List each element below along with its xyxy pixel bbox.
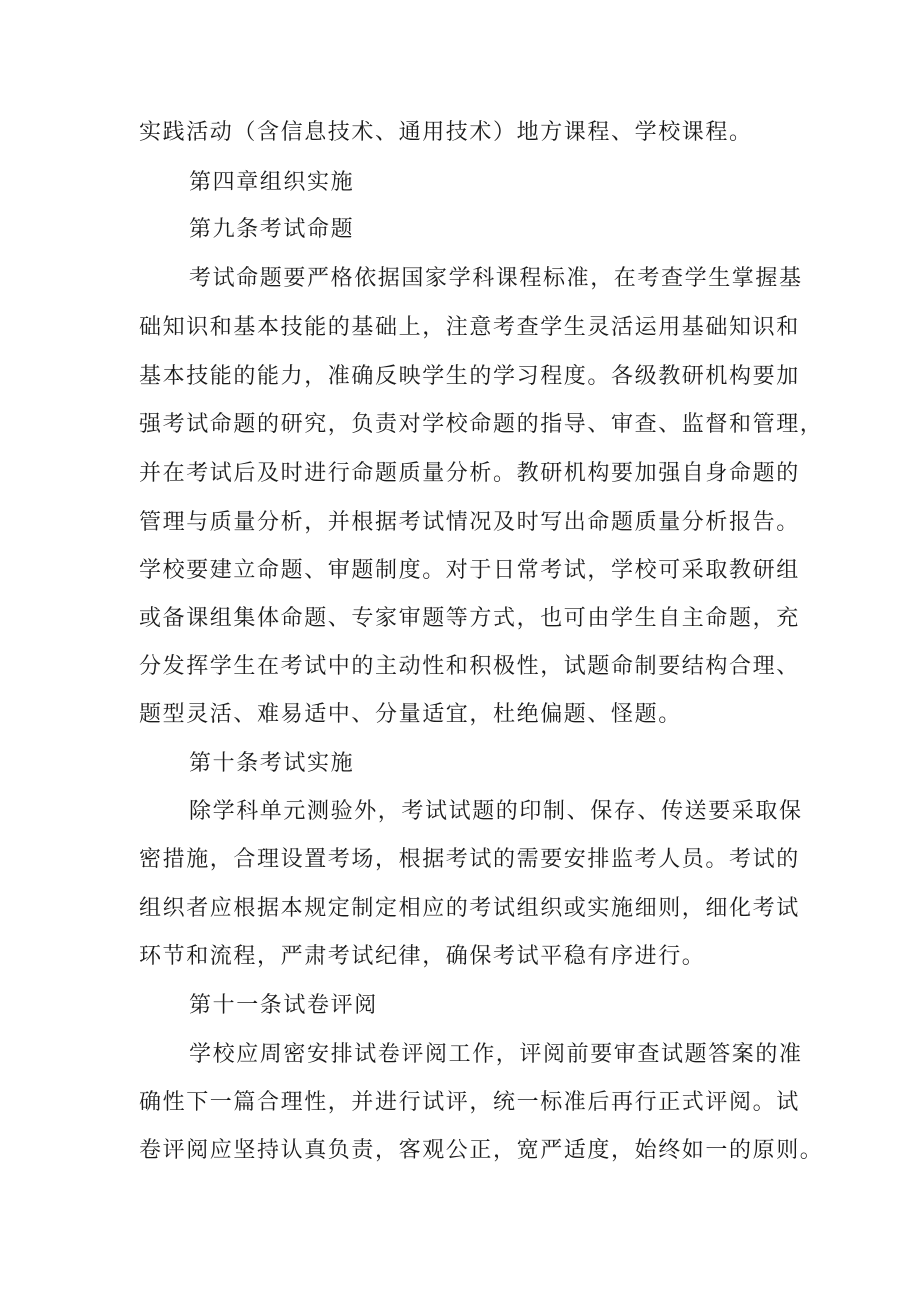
chapter-heading: 第四章组织实施 bbox=[189, 170, 355, 195]
paragraph-line: 组织者应根据本规定制定相应的考试组织或实施细则，细化考试 bbox=[139, 896, 800, 921]
paragraph-line: 考试命题要严格依据国家学科课程标准，在考查学生掌握基 bbox=[189, 266, 803, 291]
paragraph-line: 卷评阅应坚持认真负责，客观公正，宽严适度，始终如一的原则。 bbox=[139, 1138, 824, 1163]
paragraph-line: 基本技能的能力，准确反映学生的学习程度。各级教研机构要加 bbox=[139, 364, 800, 389]
article-heading: 第十一条试卷评阅 bbox=[189, 993, 378, 1018]
paragraph-line: 除学科单元测验外，考试试题的印制、保存、传送要采取保 bbox=[189, 799, 803, 824]
paragraph-line: 础知识和基本技能的基础上，注意考查学生灵活运用基础知识和 bbox=[139, 315, 800, 340]
paragraph-line: 确性下一篇合理性，并进行试评，统一标准后再行正式评阅。试 bbox=[139, 1090, 800, 1115]
paragraph-line: 分发挥学生在考试中的主动性和积极性，试题命制要结构合理、 bbox=[139, 654, 800, 679]
article-heading: 第十条考试实施 bbox=[189, 751, 355, 776]
paragraph-line: 实践活动（含信息技术、通用技术）地方课程、学校课程。 bbox=[139, 120, 753, 145]
paragraph-line: 学校要建立命题、审题制度。对于日常考试，学校可采取教研组 bbox=[139, 558, 800, 583]
paragraph-line: 密措施，合理设置考场，根据考试的需要安排监考人员。考试的 bbox=[139, 847, 800, 872]
article-heading: 第九条考试命题 bbox=[189, 217, 355, 242]
paragraph-line: 题型灵活、难易适中、分量适宜，杜绝偏题、怪题。 bbox=[139, 702, 682, 727]
paragraph-line: 强考试命题的研究，负责对学校命题的指导、审查、监督和管理， bbox=[139, 412, 824, 437]
paragraph-line: 学校应周密安排试卷评阅工作，评阅前要审查试题答案的准 bbox=[189, 1042, 803, 1067]
paragraph-line: 或备课组集体命题、专家审题等方式，也可由学生自主命题，充 bbox=[139, 606, 800, 631]
paragraph-line: 管理与质量分析，并根据考试情况及时写出命题质量分析报告。 bbox=[139, 510, 800, 535]
paragraph-line: 环节和流程，严肃考试纪律，确保考试平稳有序进行。 bbox=[139, 944, 706, 969]
paragraph-line: 并在考试后及时进行命题质量分析。教研机构要加强自身命题的 bbox=[139, 461, 800, 486]
